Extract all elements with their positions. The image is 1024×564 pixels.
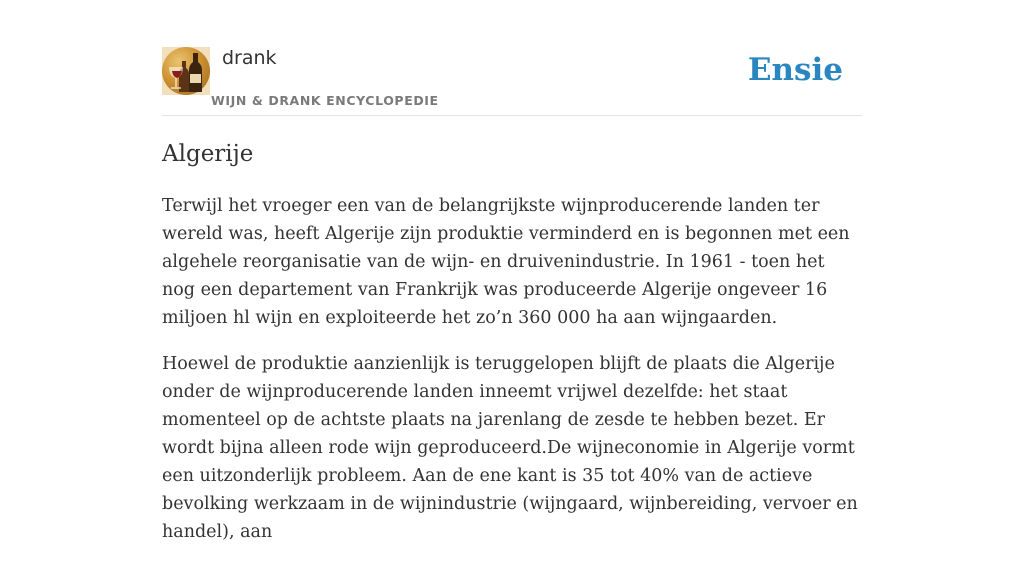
article-title: Algerije [162,141,254,167]
brand-logo[interactable]: Ensie [747,52,843,88]
article-body [162,192,862,564]
blog-name[interactable]: drank [222,47,277,69]
blog-subtitle: WIJN & DRANK ENCYCLOPEDIE [211,93,439,108]
article-paragraph: Hoewel de produktie aanzienlijk is teruggelopen blijft de plaats die Algerije onder de wijnproducerende landen inneemt vrijwel dezelfde: het staat momenteel op de achtste plaats na jarenlang de zesde te hebben bezet. Er wordt bijna alleen rode wijn geproduceerd.De wijneconomie in Algerije vormt een uitzonderlijk probleem. Aan de ene kant is 35 tot 40% van de actieve bevolking werkzaam in de wijnindustrie (wijngaard, wijnbereiding, vervoer en handel), aan [162,354,858,542]
avatar[interactable] [162,47,210,95]
article-paragraph: Terwijl het vroeger een van de belangrijkste wijnproducerende landen ter wereld was, heeft Algerije zijn produktie verminderd en is begonnen met een algehele reorganisatie van de wijn- en druivenindustrie. In 1961 - toen het nog een departement van Frankrijk was produceerde Algerije ongeveer 16 miljoen hl wijn en exploiteerde het zo’n 360 000 ha aan wijngaarden. [162,196,850,328]
site-header [162,46,862,116]
wine-bottle-glass-icon [162,47,210,95]
